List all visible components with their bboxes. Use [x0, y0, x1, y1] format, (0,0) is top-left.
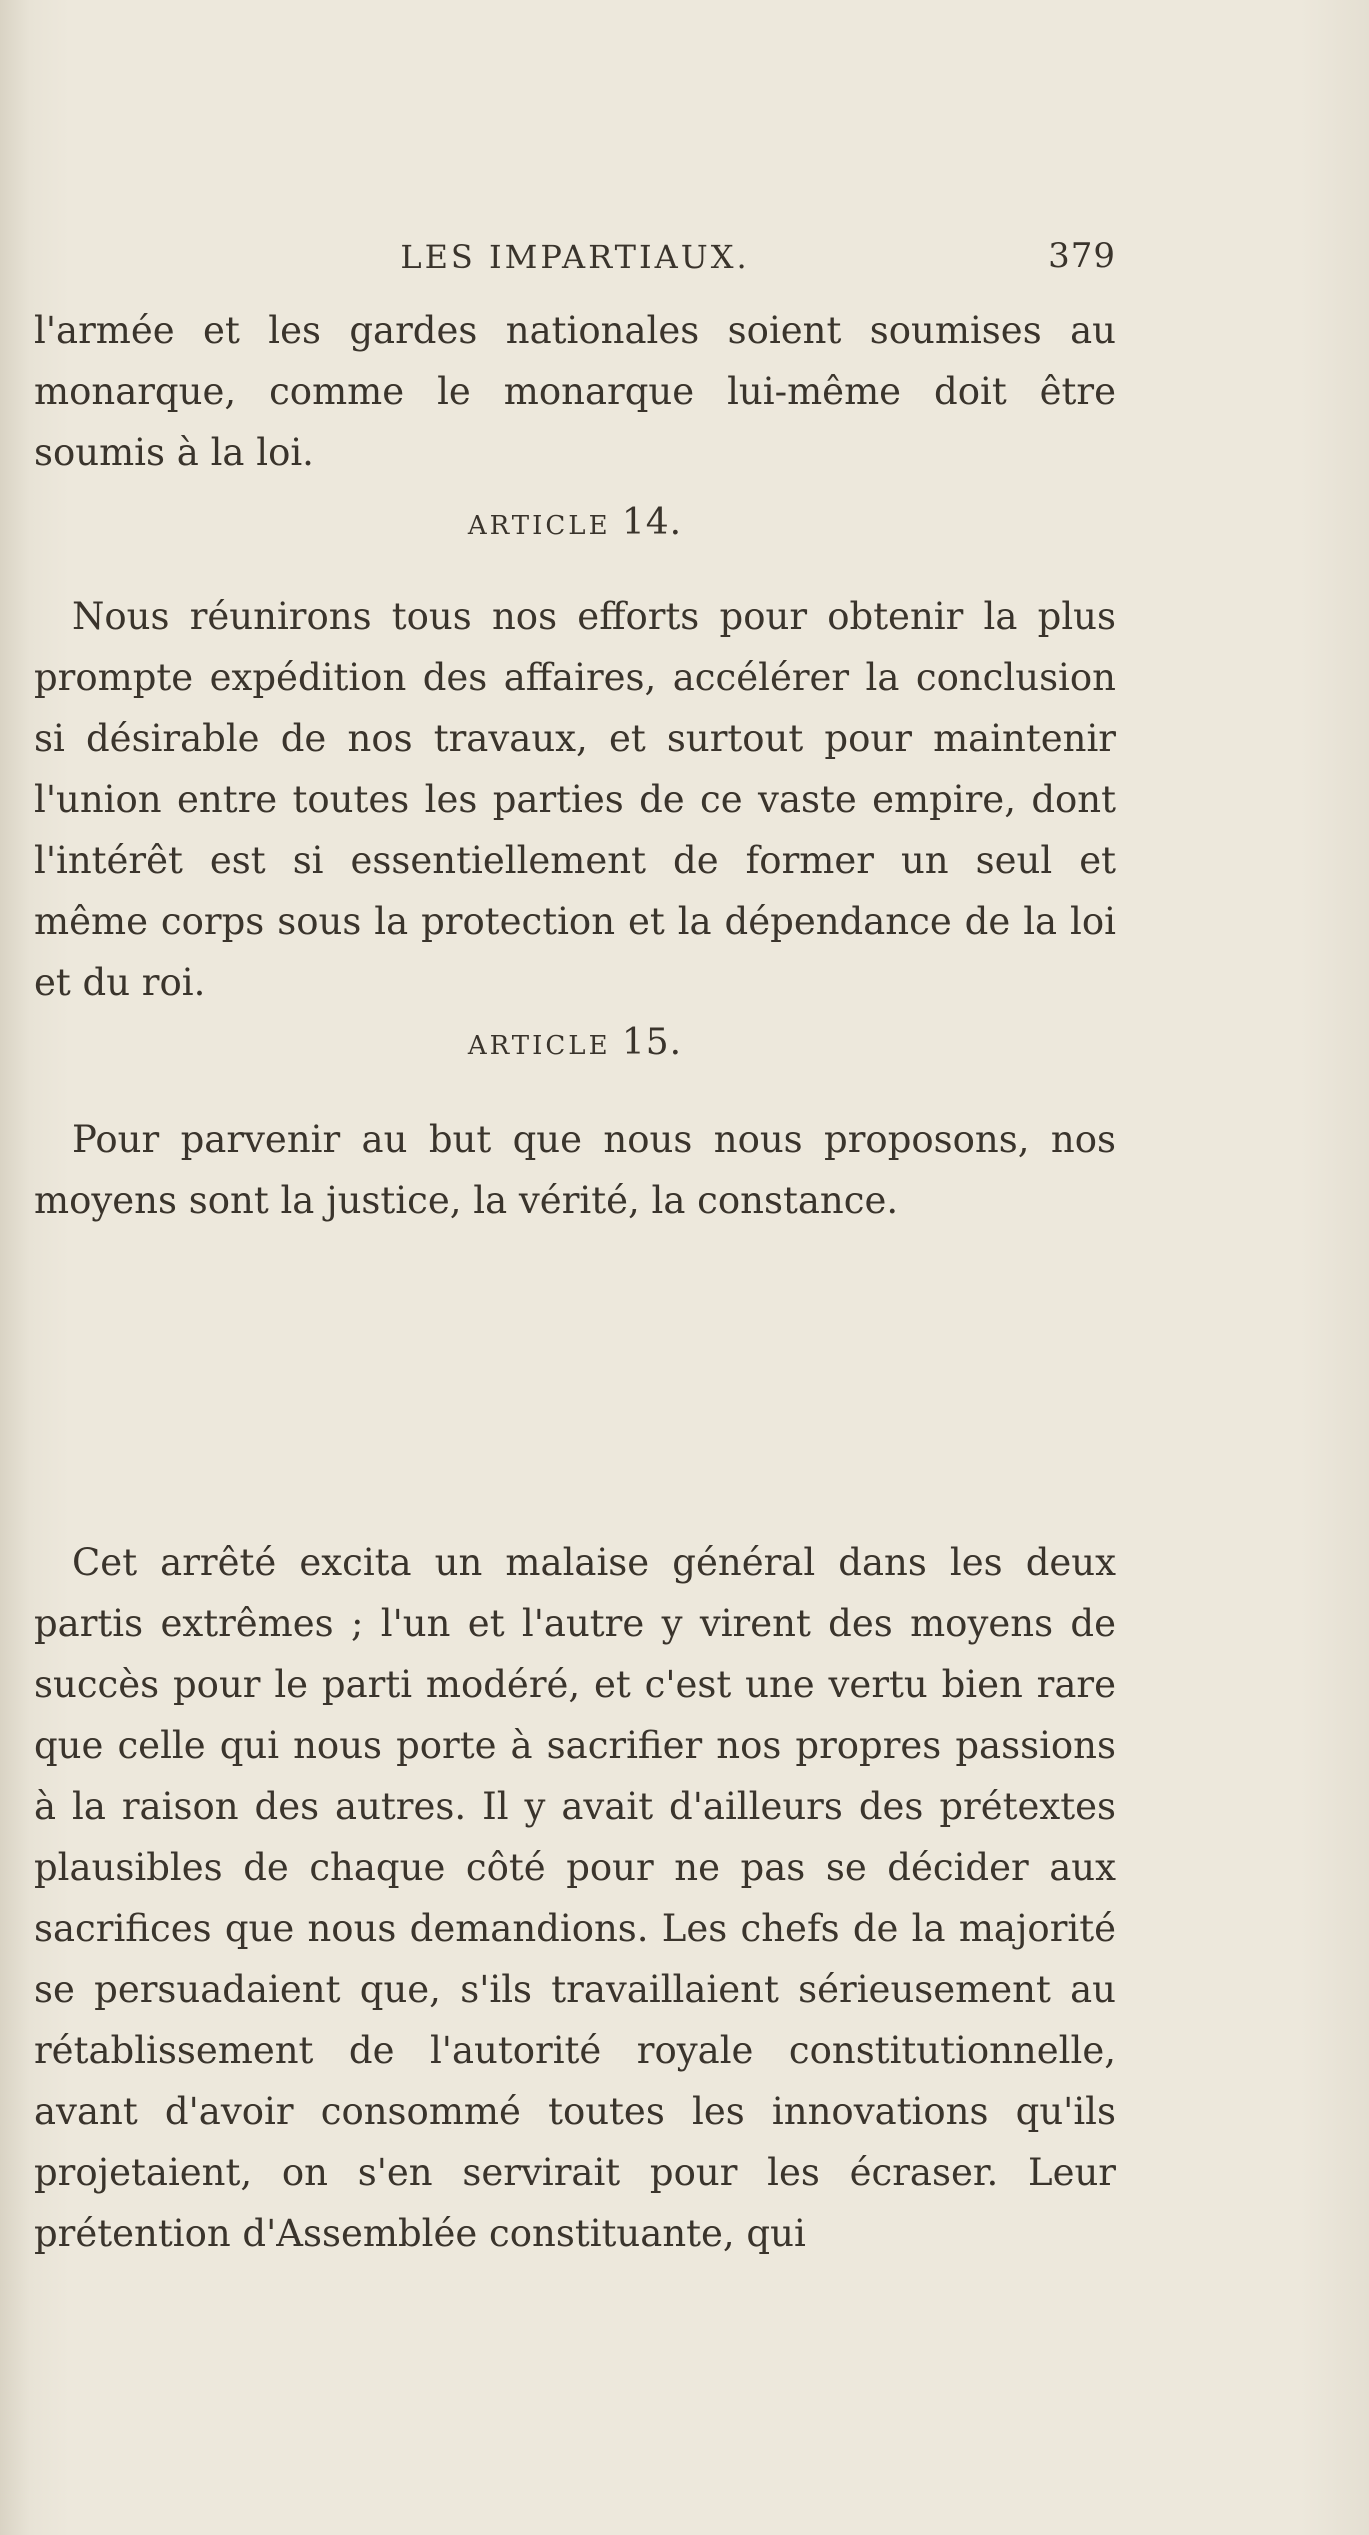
page-number: 379	[1048, 236, 1116, 276]
paragraph-continuation: l'armée et les gardes nationales soient soumises au monarque, comme le monarque lui-même doit être soumis à la loi.	[34, 309, 1116, 474]
article-label: ARTICLE	[467, 1031, 611, 1061]
running-header	[34, 232, 1116, 282]
article-number: 14.	[621, 502, 683, 543]
article-number: 15.	[621, 1022, 683, 1063]
running-title: LES IMPARTIAUX.	[400, 238, 750, 276]
article-14-heading	[34, 502, 1116, 543]
article-14-paragraph: Nous réunirons tous nos efforts pour obtenir la plus prompte expédition des affaires, accélérer la conclusion si désirable de nos travaux, et surtout pour maintenir l'union entre toutes les parties de ce vaste empire, dont l'intérêt est si essentiellement de former un seul et même corps sous la protection et la dépendance de la loi et du roi.	[34, 595, 1116, 1004]
narrative-paragraph: Cet arrêté excita un malaise général dans les deux partis extrêmes ; l'un et l'autre y virent des moyens de succès pour le parti modéré, et c'est une vertu bien rare que celle qui nous porte à sacrifier nos propres passions à la raison des autres. Il y avait d'ailleurs des prétextes plausibles de chaque côté pour ne pas se décider aux sacrifices que nous demandions. Les chefs de la majorité se persuadaient que, s'ils travaillaient sérieusement au rétablissement de l'autorité royale constitutionnelle, avant d'avoir consommé toutes les innovations qu'ils projetaient, on s'en servirait pour les écraser. Leur prétention d'Assemblée constituante, qui	[34, 1541, 1116, 2255]
article-15-heading	[34, 1022, 1116, 1063]
article-15-paragraph: Pour parvenir au but que nous nous proposons, nos moyens sont la justice, la vérité, la constance.	[34, 1118, 1116, 1222]
article-label: ARTICLE	[467, 511, 611, 541]
